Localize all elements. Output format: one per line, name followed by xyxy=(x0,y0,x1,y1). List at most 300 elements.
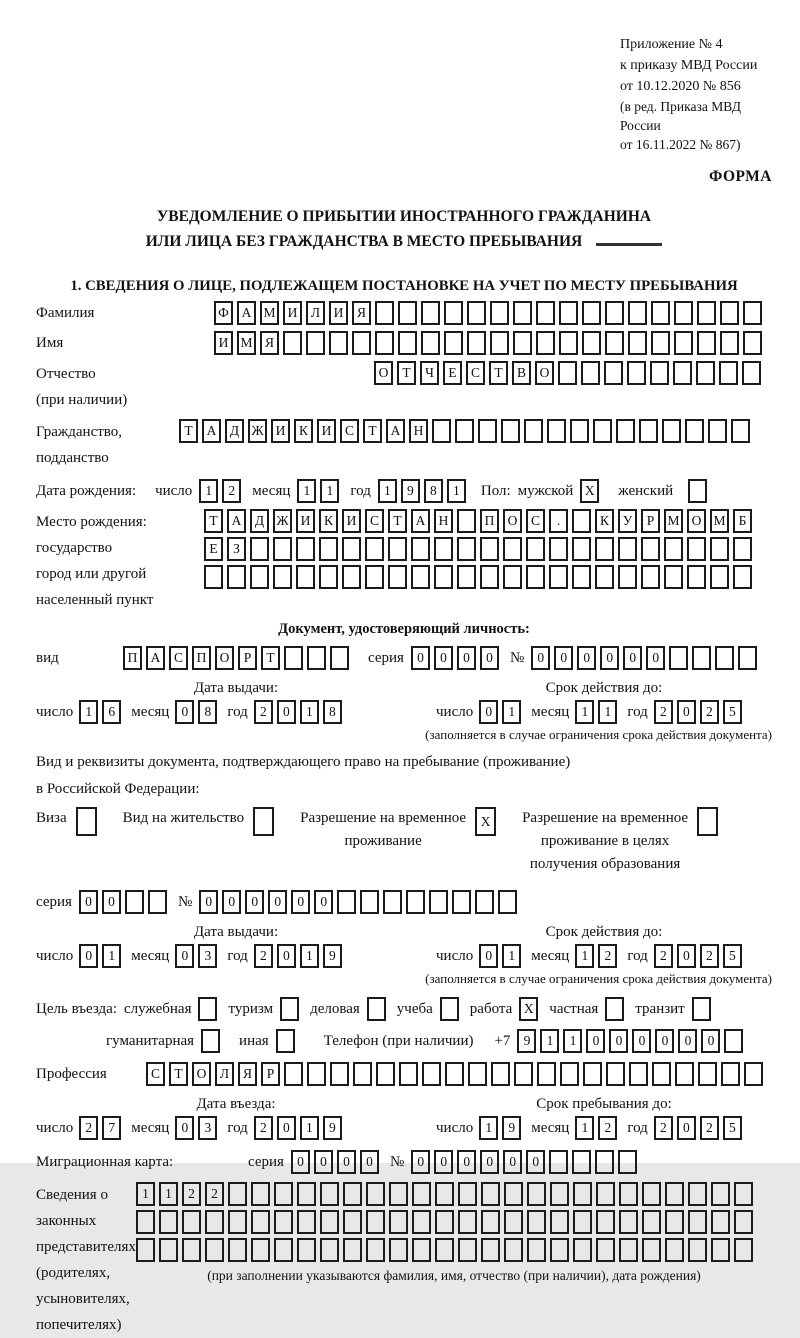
res-number-cell[interactable] xyxy=(360,890,379,914)
purpose-private-checkbox[interactable] xyxy=(605,997,624,1021)
res-number-cell[interactable]: 0 xyxy=(222,890,241,914)
citizenship-cell[interactable]: Т xyxy=(363,419,382,443)
birth-year-cell[interactable]: 9 xyxy=(401,479,420,503)
id-issue-year-cell[interactable]: 1 xyxy=(300,700,319,724)
res-issue-month-cell[interactable]: 0 xyxy=(175,944,194,968)
entry-month-cell[interactable]: 3 xyxy=(198,1116,217,1140)
birthplace-cell[interactable] xyxy=(641,537,660,561)
legal-reps-cell[interactable] xyxy=(458,1210,477,1234)
given-name-cell[interactable]: Я xyxy=(260,331,279,355)
phone-cell[interactable] xyxy=(724,1029,743,1053)
legal-reps-cell[interactable] xyxy=(458,1182,477,1206)
patronymic-cell[interactable] xyxy=(742,361,761,385)
given-name-cell[interactable]: И xyxy=(214,331,233,355)
profession-cell[interactable] xyxy=(744,1062,763,1086)
doc-kind-cell[interactable]: П xyxy=(192,646,211,670)
birthplace-cell[interactable] xyxy=(503,537,522,561)
residence-permit-checkbox[interactable] xyxy=(253,807,274,836)
birthplace-cell[interactable] xyxy=(733,565,752,589)
id-number-cell[interactable] xyxy=(692,646,711,670)
profession-cell[interactable] xyxy=(583,1062,602,1086)
birthplace-cell[interactable]: Т xyxy=(204,509,223,533)
birthplace-cell[interactable] xyxy=(572,565,591,589)
res-issue-month-cell[interactable]: 3 xyxy=(198,944,217,968)
legal-reps-cell[interactable] xyxy=(205,1210,224,1234)
citizenship-cell[interactable] xyxy=(432,419,451,443)
profession-cell[interactable] xyxy=(652,1062,671,1086)
surname-cell[interactable]: И xyxy=(329,301,348,325)
phone-cell[interactable]: 0 xyxy=(701,1029,720,1053)
profession-cell[interactable] xyxy=(284,1062,303,1086)
legal-reps-cell[interactable] xyxy=(412,1238,431,1262)
res-valid-year-cell[interactable]: 2 xyxy=(654,944,673,968)
purpose-study-checkbox[interactable] xyxy=(440,997,459,1021)
res-number-cell[interactable]: 0 xyxy=(291,890,310,914)
birth-day-cell[interactable]: 1 xyxy=(199,479,218,503)
patronymic-cell[interactable] xyxy=(673,361,692,385)
res-number-cell[interactable] xyxy=(475,890,494,914)
phone-cell[interactable]: 1 xyxy=(540,1029,559,1053)
birthplace-cell[interactable]: М xyxy=(664,509,683,533)
given-name-cell[interactable] xyxy=(329,331,348,355)
birthplace-cell[interactable] xyxy=(319,537,338,561)
legal-reps-cell[interactable] xyxy=(504,1238,523,1262)
res-valid-day-cell[interactable]: 1 xyxy=(502,944,521,968)
doc-kind-cell[interactable] xyxy=(307,646,326,670)
phone-cell[interactable]: 0 xyxy=(678,1029,697,1053)
profession-cell[interactable] xyxy=(629,1062,648,1086)
birthplace-cell[interactable] xyxy=(227,565,246,589)
entry-year-cell[interactable]: 2 xyxy=(254,1116,273,1140)
citizenship-cell[interactable] xyxy=(455,419,474,443)
legal-reps-cell[interactable] xyxy=(366,1238,385,1262)
legal-reps-cell[interactable] xyxy=(711,1210,730,1234)
surname-cell[interactable]: Я xyxy=(352,301,371,325)
birthplace-cell[interactable] xyxy=(480,537,499,561)
birthplace-cell[interactable]: . xyxy=(549,509,568,533)
legal-reps-cell[interactable] xyxy=(665,1238,684,1262)
phone-cell[interactable]: 9 xyxy=(517,1029,536,1053)
res-issue-year-cell[interactable]: 0 xyxy=(277,944,296,968)
mig-number-cell[interactable] xyxy=(572,1150,591,1174)
res-valid-day-cell[interactable]: 0 xyxy=(479,944,498,968)
legal-reps-cell[interactable] xyxy=(642,1238,661,1262)
res-issue-year-cell[interactable]: 2 xyxy=(254,944,273,968)
profession-cell[interactable] xyxy=(307,1062,326,1086)
legal-reps-cell[interactable] xyxy=(343,1210,362,1234)
id-issue-year-cell[interactable]: 2 xyxy=(254,700,273,724)
legal-reps-cell[interactable] xyxy=(320,1238,339,1262)
profession-cell[interactable]: Л xyxy=(215,1062,234,1086)
doc-kind-cell[interactable]: П xyxy=(123,646,142,670)
birthplace-cell[interactable] xyxy=(595,565,614,589)
female-checkbox[interactable] xyxy=(688,479,707,503)
given-name-cell[interactable] xyxy=(352,331,371,355)
stay-year-cell[interactable]: 2 xyxy=(654,1116,673,1140)
entry-month-cell[interactable]: 0 xyxy=(175,1116,194,1140)
legal-reps-cell[interactable] xyxy=(596,1182,615,1206)
id-number-cell[interactable] xyxy=(669,646,688,670)
surname-cell[interactable]: Ф xyxy=(214,301,233,325)
given-name-cell[interactable] xyxy=(513,331,532,355)
birth-year-cell[interactable]: 8 xyxy=(424,479,443,503)
profession-cell[interactable] xyxy=(353,1062,372,1086)
id-valid-year-cell[interactable]: 5 xyxy=(723,700,742,724)
birthplace-cell[interactable] xyxy=(365,537,384,561)
legal-reps-cell[interactable] xyxy=(412,1210,431,1234)
profession-cell[interactable] xyxy=(560,1062,579,1086)
birthplace-cell[interactable]: Б xyxy=(733,509,752,533)
res-number-cell[interactable] xyxy=(429,890,448,914)
legal-reps-cell[interactable] xyxy=(550,1210,569,1234)
given-name-cell[interactable] xyxy=(421,331,440,355)
legal-reps-cell[interactable] xyxy=(619,1238,638,1262)
phone-cell[interactable]: 0 xyxy=(655,1029,674,1053)
birthplace-cell[interactable] xyxy=(572,537,591,561)
purpose-business-checkbox[interactable] xyxy=(367,997,386,1021)
patronymic-cell[interactable] xyxy=(581,361,600,385)
profession-cell[interactable] xyxy=(675,1062,694,1086)
surname-cell[interactable] xyxy=(536,301,555,325)
res-valid-month-cell[interactable]: 2 xyxy=(598,944,617,968)
id-series-cell[interactable]: 0 xyxy=(457,646,476,670)
id-issue-day-cell[interactable]: 6 xyxy=(102,700,121,724)
profession-cell[interactable] xyxy=(422,1062,441,1086)
legal-reps-cell[interactable]: 2 xyxy=(182,1182,201,1206)
patronymic-cell[interactable]: Ч xyxy=(420,361,439,385)
citizenship-cell[interactable] xyxy=(593,419,612,443)
res-issue-day-cell[interactable]: 1 xyxy=(102,944,121,968)
id-valid-month-cell[interactable]: 1 xyxy=(575,700,594,724)
legal-reps-cell[interactable] xyxy=(343,1182,362,1206)
mig-series-cell[interactable]: 0 xyxy=(337,1150,356,1174)
id-number-cell[interactable]: 0 xyxy=(623,646,642,670)
legal-reps-cell[interactable] xyxy=(228,1238,247,1262)
citizenship-cell[interactable] xyxy=(662,419,681,443)
given-name-cell[interactable] xyxy=(398,331,417,355)
mig-series-cell[interactable]: 0 xyxy=(291,1150,310,1174)
id-series-cell[interactable]: 0 xyxy=(411,646,430,670)
legal-reps-cell[interactable] xyxy=(504,1210,523,1234)
citizenship-cell[interactable] xyxy=(524,419,543,443)
legal-reps-cell[interactable]: 1 xyxy=(136,1182,155,1206)
legal-reps-cell[interactable] xyxy=(274,1182,293,1206)
entry-year-cell[interactable]: 0 xyxy=(277,1116,296,1140)
birthplace-cell[interactable] xyxy=(250,565,269,589)
mig-number-cell[interactable]: 0 xyxy=(526,1150,545,1174)
surname-cell[interactable] xyxy=(582,301,601,325)
res-number-cell[interactable]: 0 xyxy=(245,890,264,914)
legal-reps-cell[interactable] xyxy=(182,1210,201,1234)
entry-day-cell[interactable]: 7 xyxy=(102,1116,121,1140)
mig-series-cell[interactable]: 0 xyxy=(314,1150,333,1174)
mig-number-cell[interactable] xyxy=(595,1150,614,1174)
legal-reps-cell[interactable] xyxy=(527,1182,546,1206)
male-checkbox[interactable]: X xyxy=(580,479,599,503)
birthplace-cell[interactable]: Ж xyxy=(273,509,292,533)
birthplace-cell[interactable]: С xyxy=(526,509,545,533)
birthplace-cell[interactable] xyxy=(664,537,683,561)
birthplace-cell[interactable] xyxy=(434,537,453,561)
birthplace-cell[interactable]: З xyxy=(227,537,246,561)
legal-reps-cell[interactable] xyxy=(435,1210,454,1234)
doc-kind-cell[interactable]: О xyxy=(215,646,234,670)
birthplace-cell[interactable] xyxy=(480,565,499,589)
doc-kind-cell[interactable]: А xyxy=(146,646,165,670)
res-series-cell[interactable] xyxy=(125,890,144,914)
given-name-cell[interactable] xyxy=(306,331,325,355)
legal-reps-cell[interactable] xyxy=(573,1210,592,1234)
temp-residence-checkbox[interactable]: X xyxy=(475,807,496,836)
birthplace-cell[interactable] xyxy=(204,565,223,589)
mig-number-cell[interactable]: 0 xyxy=(457,1150,476,1174)
profession-cell[interactable] xyxy=(698,1062,717,1086)
patronymic-cell[interactable] xyxy=(696,361,715,385)
legal-reps-cell[interactable] xyxy=(136,1210,155,1234)
legal-reps-cell[interactable] xyxy=(734,1238,753,1262)
surname-cell[interactable] xyxy=(559,301,578,325)
visa-checkbox[interactable] xyxy=(76,807,97,836)
surname-cell[interactable] xyxy=(720,301,739,325)
patronymic-cell[interactable] xyxy=(650,361,669,385)
profession-cell[interactable]: Т xyxy=(169,1062,188,1086)
res-series-cell[interactable]: 0 xyxy=(102,890,121,914)
given-name-cell[interactable] xyxy=(444,331,463,355)
stay-year-cell[interactable]: 2 xyxy=(700,1116,719,1140)
birthplace-cell[interactable] xyxy=(618,537,637,561)
phone-cell[interactable]: 0 xyxy=(632,1029,651,1053)
birthplace-cell[interactable] xyxy=(411,565,430,589)
birthplace-cell[interactable] xyxy=(687,565,706,589)
citizenship-cell[interactable]: И xyxy=(271,419,290,443)
surname-cell[interactable]: Л xyxy=(306,301,325,325)
legal-reps-cell[interactable] xyxy=(320,1210,339,1234)
birthplace-cell[interactable] xyxy=(595,537,614,561)
mig-number-cell[interactable] xyxy=(549,1150,568,1174)
doc-kind-cell[interactable]: Р xyxy=(238,646,257,670)
birthplace-cell[interactable]: И xyxy=(342,509,361,533)
legal-reps-cell[interactable] xyxy=(182,1238,201,1262)
given-name-cell[interactable] xyxy=(283,331,302,355)
citizenship-cell[interactable] xyxy=(731,419,750,443)
legal-reps-cell[interactable] xyxy=(251,1210,270,1234)
mig-number-cell[interactable]: 0 xyxy=(480,1150,499,1174)
given-name-cell[interactable] xyxy=(490,331,509,355)
id-number-cell[interactable]: 0 xyxy=(577,646,596,670)
birthplace-cell[interactable] xyxy=(641,565,660,589)
birthplace-cell[interactable] xyxy=(710,565,729,589)
birthplace-cell[interactable]: О xyxy=(503,509,522,533)
profession-cell[interactable] xyxy=(445,1062,464,1086)
res-number-cell[interactable]: 0 xyxy=(199,890,218,914)
legal-reps-cell[interactable] xyxy=(527,1238,546,1262)
birthplace-cell[interactable] xyxy=(388,537,407,561)
res-number-cell[interactable] xyxy=(452,890,471,914)
surname-cell[interactable] xyxy=(490,301,509,325)
id-valid-year-cell[interactable]: 2 xyxy=(700,700,719,724)
birthplace-cell[interactable]: Т xyxy=(388,509,407,533)
citizenship-cell[interactable]: К xyxy=(294,419,313,443)
given-name-cell[interactable] xyxy=(559,331,578,355)
legal-reps-cell[interactable] xyxy=(205,1238,224,1262)
legal-reps-cell[interactable] xyxy=(389,1238,408,1262)
surname-cell[interactable] xyxy=(651,301,670,325)
legal-reps-cell[interactable] xyxy=(642,1182,661,1206)
legal-reps-cell[interactable] xyxy=(297,1210,316,1234)
profession-cell[interactable] xyxy=(606,1062,625,1086)
id-issue-year-cell[interactable]: 0 xyxy=(277,700,296,724)
citizenship-cell[interactable]: Т xyxy=(179,419,198,443)
phone-cell[interactable]: 1 xyxy=(563,1029,582,1053)
purpose-transit-checkbox[interactable] xyxy=(692,997,711,1021)
res-issue-day-cell[interactable]: 0 xyxy=(79,944,98,968)
legal-reps-cell[interactable] xyxy=(550,1182,569,1206)
birthplace-cell[interactable] xyxy=(411,537,430,561)
legal-reps-cell[interactable] xyxy=(435,1238,454,1262)
birthplace-cell[interactable] xyxy=(342,565,361,589)
citizenship-cell[interactable] xyxy=(639,419,658,443)
given-name-cell[interactable] xyxy=(605,331,624,355)
surname-cell[interactable] xyxy=(697,301,716,325)
purpose-humanitarian-checkbox[interactable] xyxy=(201,1029,220,1053)
stay-day-cell[interactable]: 1 xyxy=(479,1116,498,1140)
surname-cell[interactable] xyxy=(674,301,693,325)
res-number-cell[interactable] xyxy=(498,890,517,914)
patronymic-cell[interactable]: Т xyxy=(489,361,508,385)
profession-cell[interactable]: Р xyxy=(261,1062,280,1086)
legal-reps-cell[interactable] xyxy=(366,1182,385,1206)
given-name-cell[interactable] xyxy=(651,331,670,355)
birthplace-cell[interactable]: К xyxy=(595,509,614,533)
profession-cell[interactable]: О xyxy=(192,1062,211,1086)
citizenship-cell[interactable]: А xyxy=(202,419,221,443)
id-series-cell[interactable]: 0 xyxy=(480,646,499,670)
legal-reps-cell[interactable] xyxy=(481,1210,500,1234)
legal-reps-cell[interactable] xyxy=(734,1182,753,1206)
profession-cell[interactable] xyxy=(330,1062,349,1086)
citizenship-cell[interactable] xyxy=(478,419,497,443)
birthplace-cell[interactable] xyxy=(388,565,407,589)
res-number-cell[interactable]: 0 xyxy=(268,890,287,914)
profession-cell[interactable] xyxy=(491,1062,510,1086)
given-name-cell[interactable] xyxy=(467,331,486,355)
legal-reps-cell[interactable] xyxy=(642,1210,661,1234)
mig-series-cell[interactable]: 0 xyxy=(360,1150,379,1174)
mig-number-cell[interactable]: 0 xyxy=(434,1150,453,1174)
doc-kind-cell[interactable]: С xyxy=(169,646,188,670)
birthplace-cell[interactable] xyxy=(549,565,568,589)
res-issue-year-cell[interactable]: 1 xyxy=(300,944,319,968)
id-number-cell[interactable]: 0 xyxy=(554,646,573,670)
legal-reps-cell[interactable] xyxy=(527,1210,546,1234)
given-name-cell[interactable] xyxy=(536,331,555,355)
birthplace-cell[interactable] xyxy=(618,565,637,589)
legal-reps-cell[interactable] xyxy=(596,1238,615,1262)
citizenship-cell[interactable] xyxy=(570,419,589,443)
birthplace-cell[interactable]: О xyxy=(687,509,706,533)
stay-month-cell[interactable]: 1 xyxy=(575,1116,594,1140)
legal-reps-cell[interactable] xyxy=(573,1238,592,1262)
legal-reps-cell[interactable] xyxy=(274,1238,293,1262)
birth-month-cell[interactable]: 1 xyxy=(320,479,339,503)
res-number-cell[interactable]: 0 xyxy=(314,890,333,914)
legal-reps-cell[interactable] xyxy=(389,1210,408,1234)
given-name-cell[interactable] xyxy=(582,331,601,355)
given-name-cell[interactable] xyxy=(375,331,394,355)
surname-cell[interactable] xyxy=(421,301,440,325)
id-valid-year-cell[interactable]: 2 xyxy=(654,700,673,724)
birthplace-cell[interactable]: У xyxy=(618,509,637,533)
birth-day-cell[interactable]: 2 xyxy=(222,479,241,503)
mig-number-cell[interactable]: 0 xyxy=(503,1150,522,1174)
patronymic-cell[interactable]: О xyxy=(374,361,393,385)
profession-cell[interactable]: С xyxy=(146,1062,165,1086)
profession-cell[interactable] xyxy=(537,1062,556,1086)
patronymic-cell[interactable] xyxy=(604,361,623,385)
entry-year-cell[interactable]: 9 xyxy=(323,1116,342,1140)
legal-reps-cell[interactable] xyxy=(389,1182,408,1206)
birthplace-cell[interactable]: И xyxy=(296,509,315,533)
profession-cell[interactable] xyxy=(376,1062,395,1086)
surname-cell[interactable] xyxy=(628,301,647,325)
legal-reps-cell[interactable] xyxy=(136,1238,155,1262)
patronymic-cell[interactable] xyxy=(558,361,577,385)
mig-number-cell[interactable]: 0 xyxy=(411,1150,430,1174)
surname-cell[interactable] xyxy=(743,301,762,325)
birthplace-cell[interactable]: Д xyxy=(250,509,269,533)
purpose-official-checkbox[interactable] xyxy=(198,997,217,1021)
legal-reps-cell[interactable] xyxy=(665,1182,684,1206)
birthplace-cell[interactable] xyxy=(365,565,384,589)
surname-cell[interactable]: М xyxy=(260,301,279,325)
id-number-cell[interactable] xyxy=(715,646,734,670)
phone-cell[interactable]: 0 xyxy=(586,1029,605,1053)
legal-reps-cell[interactable] xyxy=(366,1210,385,1234)
legal-reps-cell[interactable] xyxy=(251,1182,270,1206)
profession-cell[interactable] xyxy=(399,1062,418,1086)
profession-cell[interactable] xyxy=(468,1062,487,1086)
legal-reps-cell[interactable] xyxy=(481,1238,500,1262)
mig-number-cell[interactable] xyxy=(618,1150,637,1174)
given-name-cell[interactable]: М xyxy=(237,331,256,355)
legal-reps-cell[interactable] xyxy=(297,1182,316,1206)
res-valid-year-cell[interactable]: 0 xyxy=(677,944,696,968)
birthplace-cell[interactable]: Е xyxy=(204,537,223,561)
birthplace-cell[interactable]: А xyxy=(227,509,246,533)
id-issue-month-cell[interactable]: 8 xyxy=(198,700,217,724)
citizenship-cell[interactable]: Н xyxy=(409,419,428,443)
id-issue-month-cell[interactable]: 0 xyxy=(175,700,194,724)
legal-reps-cell[interactable] xyxy=(550,1238,569,1262)
stay-day-cell[interactable]: 9 xyxy=(502,1116,521,1140)
patronymic-cell[interactable]: О xyxy=(535,361,554,385)
purpose-other-checkbox[interactable] xyxy=(276,1029,295,1053)
legal-reps-cell[interactable] xyxy=(665,1210,684,1234)
birth-year-cell[interactable]: 1 xyxy=(378,479,397,503)
given-name-cell[interactable] xyxy=(674,331,693,355)
entry-day-cell[interactable]: 2 xyxy=(79,1116,98,1140)
surname-cell[interactable] xyxy=(398,301,417,325)
birthplace-cell[interactable]: Н xyxy=(434,509,453,533)
profession-cell[interactable] xyxy=(721,1062,740,1086)
patronymic-cell[interactable]: В xyxy=(512,361,531,385)
id-valid-year-cell[interactable]: 0 xyxy=(677,700,696,724)
birthplace-cell[interactable] xyxy=(526,537,545,561)
surname-cell[interactable] xyxy=(605,301,624,325)
id-series-cell[interactable]: 0 xyxy=(434,646,453,670)
citizenship-cell[interactable] xyxy=(547,419,566,443)
legal-reps-cell[interactable] xyxy=(228,1182,247,1206)
